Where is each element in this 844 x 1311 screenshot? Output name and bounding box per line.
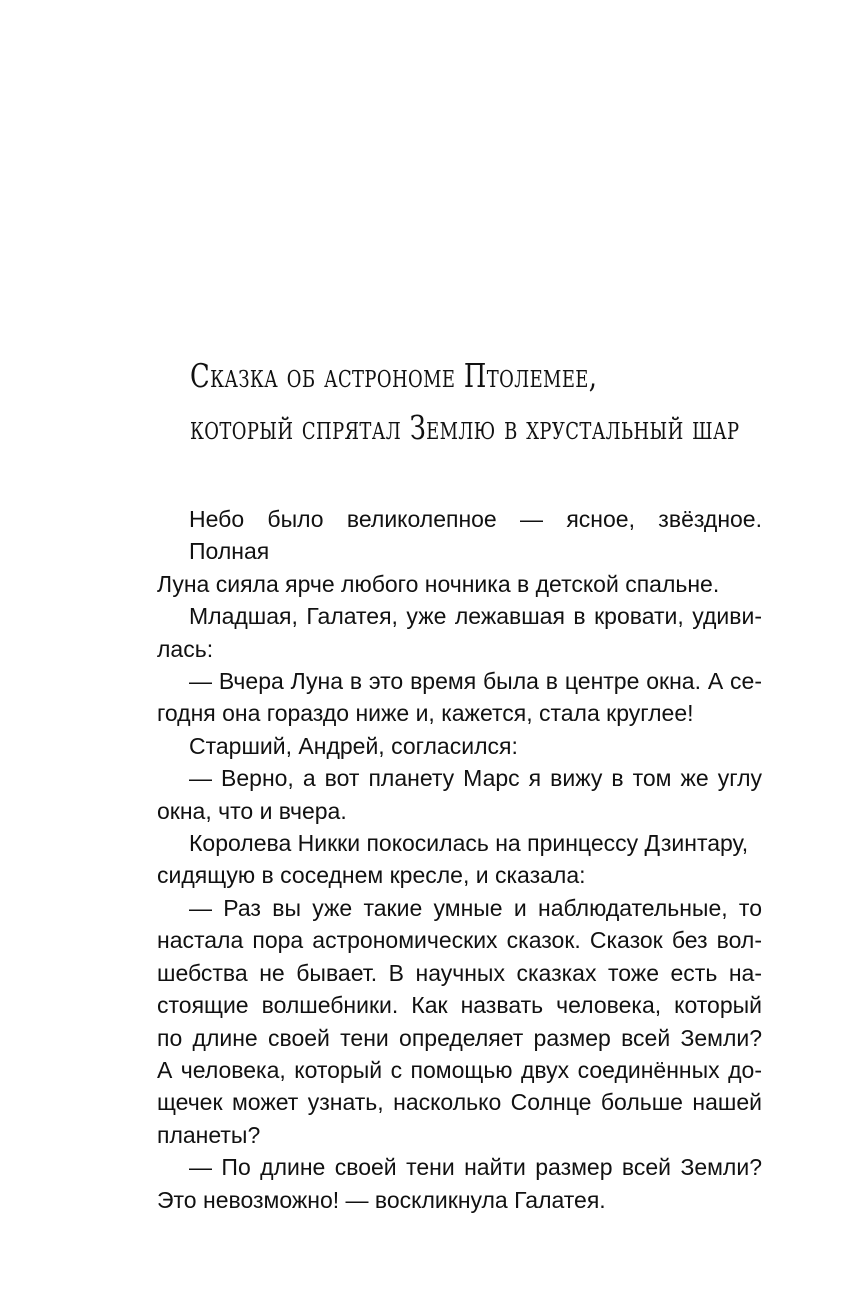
paragraph [157,762,762,827]
paragraph [157,827,762,892]
chapter-body [157,503,762,1216]
text-line: Королева Никки покосилась на принцессу Дзинтару, [189,830,749,857]
text-line: Старший, Андрей, согласился: [189,732,518,759]
text-line: — Верно, а вот планету Марс я вижу в том же углу [189,765,762,792]
paragraph [157,892,762,1151]
text-line: Луна сияла ярче любого ночника в детской спальне. [157,570,720,597]
chapter-title-line-2: который спрятал Землю в хрустальный шар [190,408,740,447]
text-line: — Вчера Луна в это время была в центре окна. А се- [189,668,762,695]
text-line: шебства не бывает. В научных сказках тоже есть на- [157,959,762,986]
text-line: Это невозможно! — воскликнула Галатея. [157,1186,606,1213]
chapter-title-line-1: Сказка об астрономе Птолемее, [190,356,598,395]
text-line: щечек может узнать, насколько Солнце больше нашей [157,1089,762,1116]
text-line: — По длине своей тени найти размер всей Земли? [189,1154,762,1181]
paragraph [157,1151,762,1216]
text-line: планеты? [157,1121,261,1148]
text-line: — Раз вы уже такие умные и наблюдательные, то [189,894,762,921]
text-line: годня она гораздо ниже и, кажется, стала круглее! [157,700,694,727]
paragraph [157,600,762,665]
chapter-title [190,350,740,454]
text-line: А человека, который с помощью двух соединённых до- [157,1056,762,1083]
paragraph [157,730,762,762]
text-line: Небо было великолепное — ясное, звёздное. Полная [189,506,762,565]
paragraph [157,665,762,730]
text-line: лась: [157,635,214,662]
text-line: окна, что и вчера. [157,797,347,824]
text-line: Младшая, Галатея, уже лежавшая в кровати, удиви- [189,603,762,630]
paragraph [157,503,762,600]
text-line: стоящие волшебники. Как назвать человека, который [157,992,762,1019]
text-line: настала пора астрономических сказок. Сказок без вол- [157,927,762,954]
text-line: сидящую в соседнем кресле, и сказала: [157,862,586,889]
text-line: по длине своей тени определяет размер всей Земли? [157,1024,762,1051]
